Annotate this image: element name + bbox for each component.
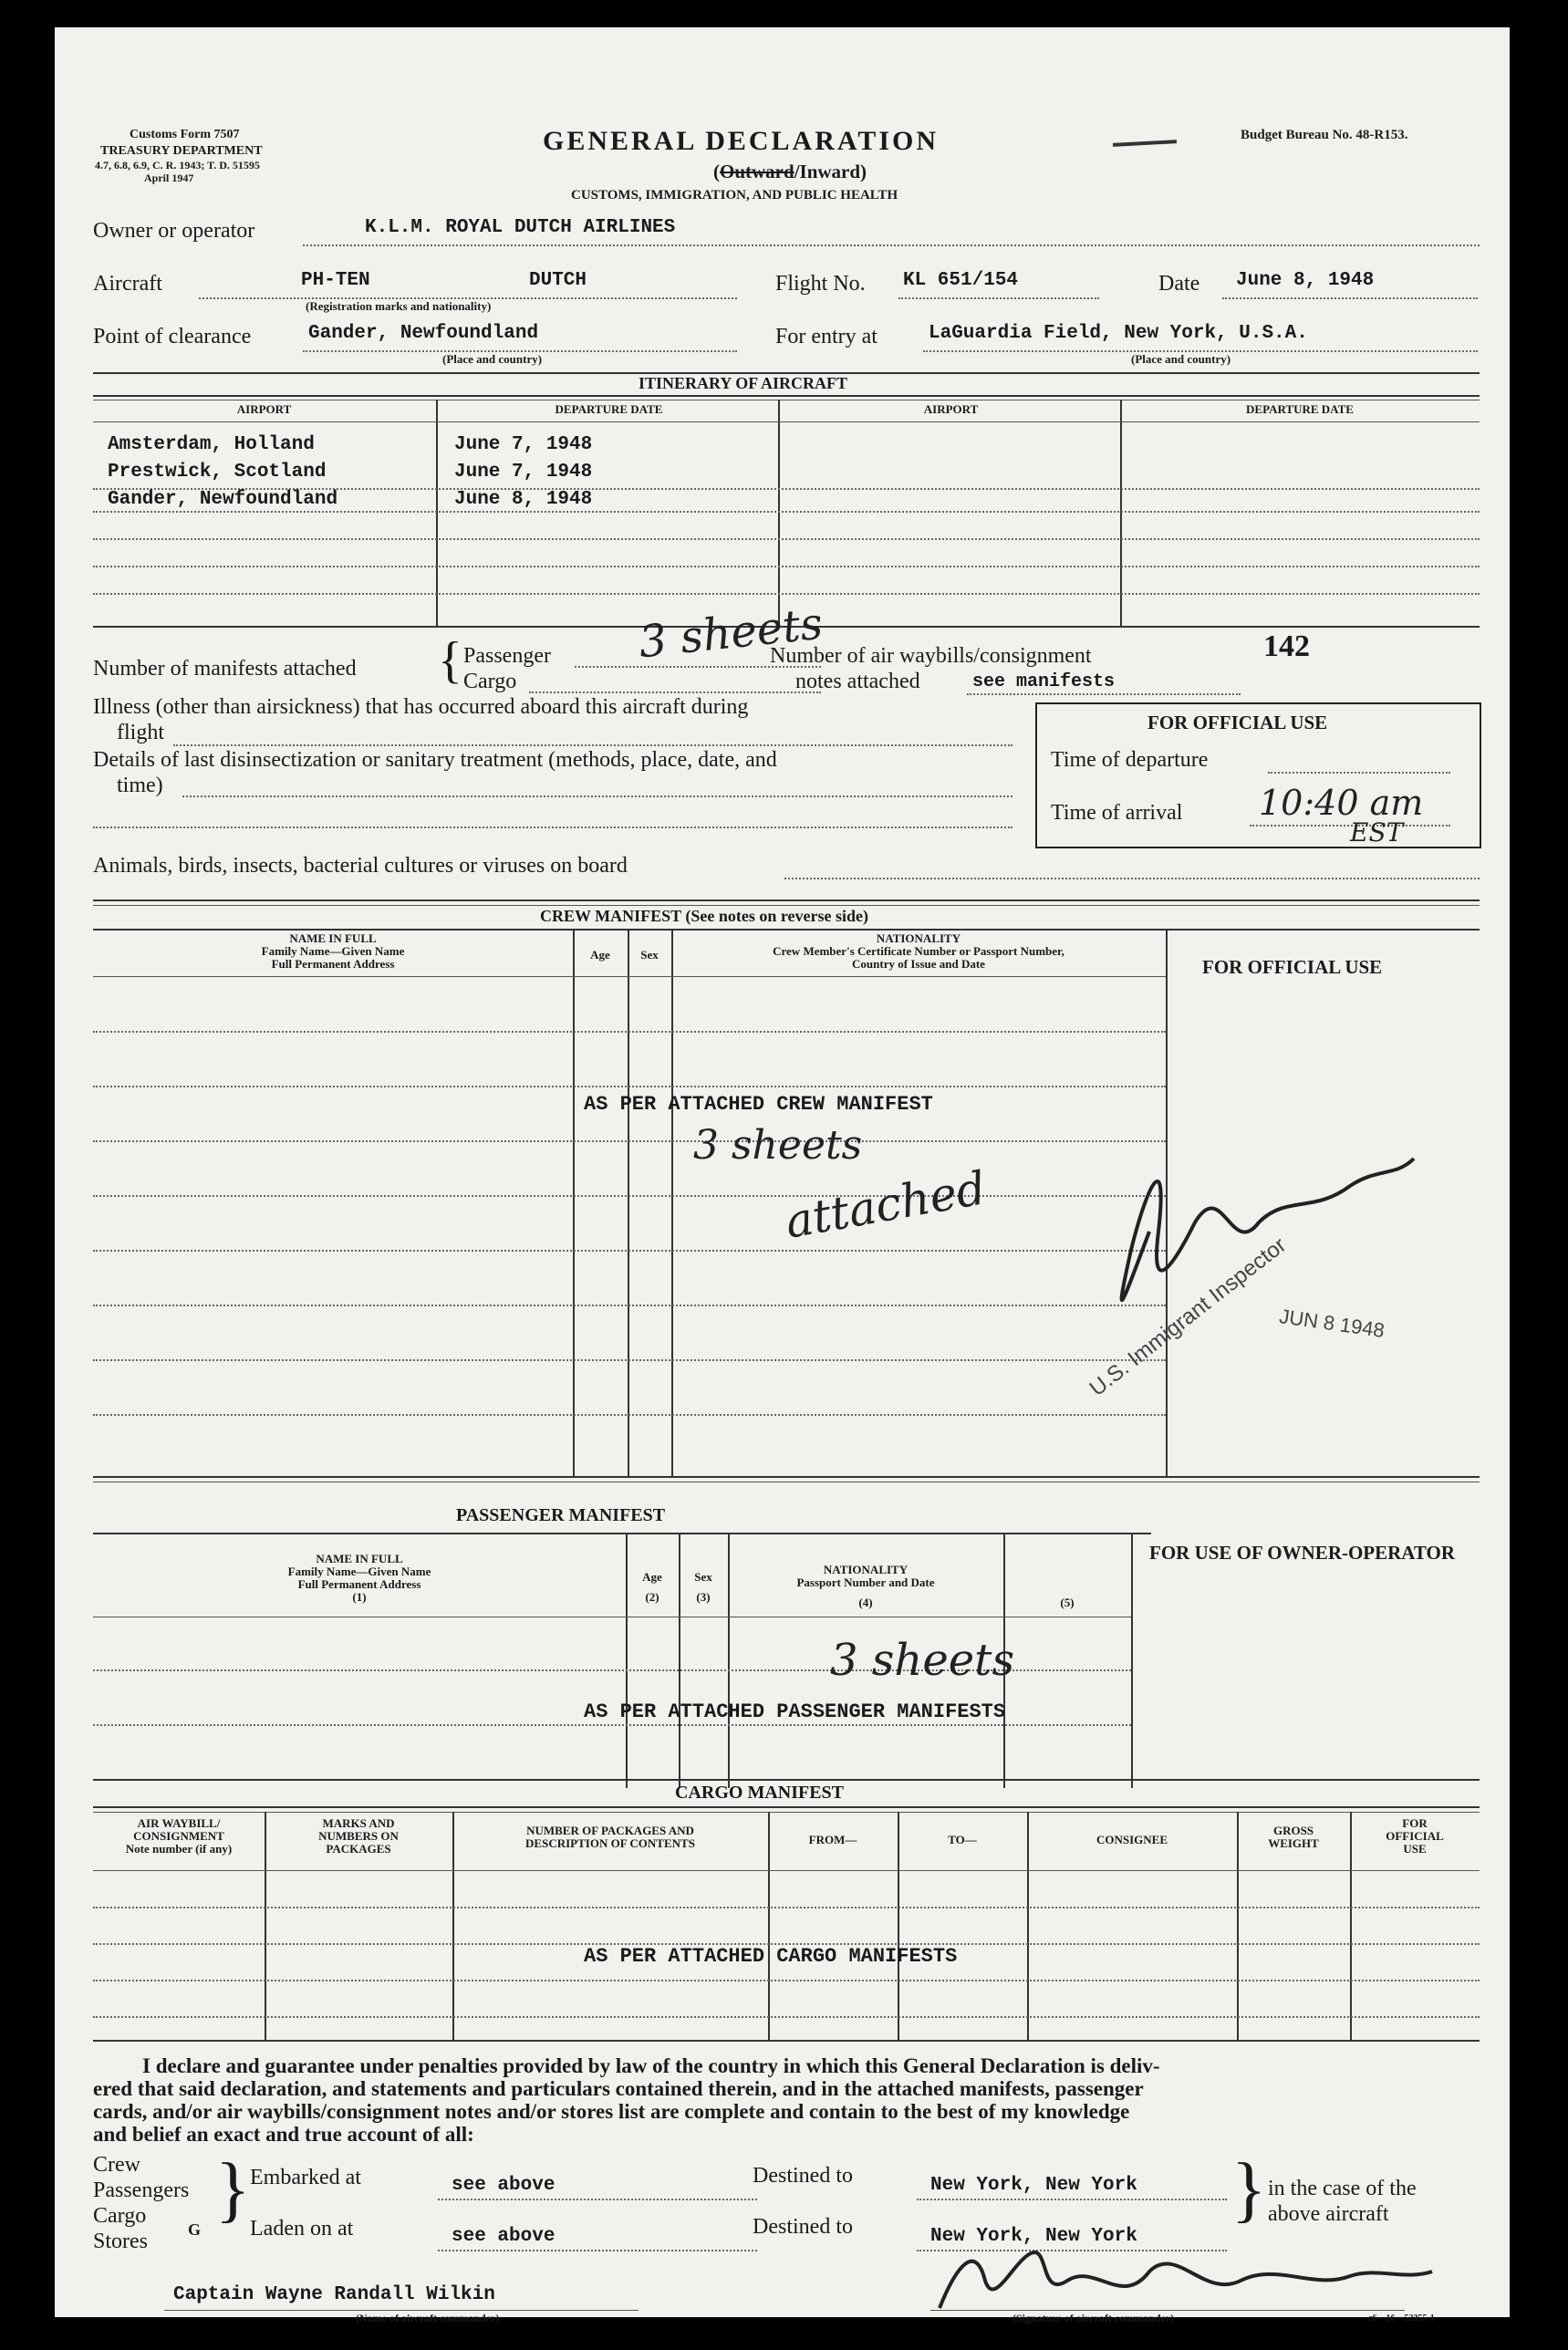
brace-3: } (1231, 2149, 1267, 2230)
arrival-label: Time of arrival (1051, 801, 1183, 825)
date-value: June 8, 1948 (1236, 270, 1375, 291)
inspector-signature (1095, 1122, 1423, 1332)
signature-note: (Signature of aircraft commander) (1012, 2312, 1175, 2324)
cargo-col-waybill: AIR WAYBILL/ CONSIGNMENT Note number (if any) (125, 1816, 233, 1856)
passenger-label: Passenger (463, 644, 551, 668)
itinerary-airport-3: Gander, Newfoundland (108, 489, 338, 510)
cargo-col-packages: NUMBER OF PACKAGES AND DESCRIPTION OF CONTENTS (525, 1824, 695, 1850)
regulations: 4.7, 6.8, 6.9, C. R. 1943; T. D. 51595 (95, 159, 260, 172)
ink-mark (1113, 140, 1177, 147)
flight-label: Flight No. (775, 272, 866, 296)
case-label-2: above aircraft (1268, 2202, 1389, 2226)
entry-label: For entry at (775, 325, 877, 348)
inspector-date: JUN 8 1948 (1277, 1305, 1386, 1342)
pax-col-nationality: NATIONALITY Passport Number and Date (4) (796, 1563, 935, 1609)
commander-signature (930, 2226, 1441, 2317)
waybills-label-2: notes attached (795, 670, 920, 693)
inspector-stamp: U.S. Immigrant Inspector (1085, 1232, 1292, 1401)
owner-value: K.L.M. ROYAL DUTCH AIRLINES (365, 217, 676, 238)
destined-label-1: Destined to (753, 2164, 853, 2188)
aircraft-registration: PH-TEN (301, 270, 370, 291)
laden-value: see above (452, 2226, 556, 2247)
owner-label: Owner or operator (93, 219, 255, 243)
declaration-line-3: cards, and/or air waybills/consignment notes and/or stores list are complete and contain to the best of my knowledge (93, 2100, 1130, 2123)
manifests-handwritten: 3 sheets (636, 598, 826, 669)
destined-label-2: Destined to (753, 2215, 853, 2239)
department: TREASURY DEPARTMENT (100, 144, 263, 158)
aircraft-nationality: DUTCH (529, 270, 587, 291)
cargo-col-official: FOR OFFICIAL USE (1386, 1816, 1444, 1856)
pax-col-name: NAME IN FULL Family Name—Given Name Full Permanent Address (1) (287, 1552, 431, 1604)
manifests-label: Number of manifests attached (93, 657, 357, 681)
stores-mark: G (188, 2220, 202, 2239)
subline: CUSTOMS, IMMIGRATION, AND PUBLIC HEALTH (571, 188, 898, 203)
cargo-title: CARGO MANIFEST (675, 1783, 845, 1803)
cargo-col-gross: GROSS WEIGHT (1268, 1824, 1319, 1850)
itinerary-airport-1: Amsterdam, Holland (108, 434, 315, 455)
form-date: April 1947 (144, 172, 194, 184)
arrival-handwritten-tz: EST (1350, 817, 1404, 847)
cargo-col-marks: MARKS AND NUMBERS ON PACKAGES (318, 1816, 399, 1856)
subtitle: (Outward/Inward) (713, 161, 867, 182)
embarked-label: Embarked at (250, 2166, 361, 2189)
label-stores: Stores (93, 2230, 148, 2253)
form-sheet (55, 27, 1510, 2324)
cargo-col-to: TO— (948, 1833, 977, 1846)
crew-col-age: Age (590, 948, 610, 962)
label-cargo: Cargo (93, 2204, 147, 2228)
aircraft-note: (Registration marks and nationality) (306, 299, 492, 313)
destined-value-1: New York, New York (930, 2175, 1137, 2196)
itinerary-date-3: June 8, 1948 (454, 489, 593, 510)
brace: { (438, 632, 462, 689)
pax-stamp: AS PER ATTACHED PASSENGER MANIFESTS (584, 1700, 1006, 1723)
date-label: Date (1158, 272, 1200, 296)
waybills-stamp: 142 (1263, 629, 1310, 663)
cargo-col-consignee: CONSIGNEE (1096, 1833, 1168, 1846)
itinerary-header-airport: AIRPORT (236, 402, 292, 416)
embarked-value: see above (452, 2175, 556, 2196)
pax-col-age: Age (2) (642, 1570, 662, 1604)
case-label-1: in the case of the (1268, 2177, 1417, 2200)
clearance-label: Point of clearance (93, 325, 252, 348)
disinsect-label: Details of last disinsectization or sanitary treatment (methods, place, date, and (93, 748, 777, 772)
owner-operator-use: FOR USE OF OWNER-OPERATOR (1149, 1542, 1456, 1564)
clearance-value: Gander, Newfoundland (308, 323, 539, 344)
label-passengers: Passengers (93, 2178, 190, 2202)
laden-label: Laden on at (250, 2217, 354, 2241)
illness-label-2: flight (117, 721, 164, 744)
declaration-line-4: and belief an exact and true account of all: (93, 2123, 474, 2146)
departure-label: Time of departure (1051, 748, 1209, 772)
entry-value: LaGuardia Field, New York, U.S.A. (929, 323, 1308, 344)
passenger-title: PASSENGER MANIFEST (456, 1505, 666, 1525)
itinerary-header-date-2: DEPARTURE DATE (1246, 402, 1354, 416)
crew-col-name: NAME IN FULL Family Name—Given Name Full Permanent Address (261, 931, 405, 971)
illness-label: Illness (other than airsickness) that has occurred aboard this aircraft during (93, 695, 749, 719)
waybills-value: see manifests (972, 671, 1116, 692)
declaration-line-1: I declare and guarantee under penalties provided by law of the country in which this General Declaration is deliv- (142, 2054, 1160, 2077)
crew-title: CREW MANIFEST (See notes on reverse side) (540, 907, 868, 925)
itinerary-title: ITINERARY OF AIRCRAFT (639, 374, 848, 392)
captain-note: (Name of aircraft commander) (356, 2312, 500, 2324)
label-crew: Crew (93, 2153, 140, 2177)
pax-col-sex: Sex (3) (694, 1570, 712, 1604)
form-number: Customs Form 7507 (130, 128, 240, 141)
crew-stamp: AS PER ATTACHED CREW MANIFEST (584, 1093, 933, 1116)
itinerary-header-date: DEPARTURE DATE (555, 402, 663, 416)
brace-2: } (215, 2149, 251, 2230)
pax-handwritten: 3 sheets (830, 1635, 1015, 1686)
entry-note: (Place and country) (1131, 352, 1231, 366)
crew-col-sex: Sex (640, 948, 659, 962)
itinerary-header-airport-2: AIRPORT (923, 402, 979, 416)
captain-name: Captain Wayne Randall Wilkin (173, 2284, 495, 2305)
aircraft-label: Aircraft (93, 272, 162, 296)
waybills-label-1: Number of air waybills/consignment (770, 644, 1092, 668)
cargo-col-from: FROM— (808, 1833, 857, 1846)
declaration-line-2: ered that said declaration, and statements and particulars contained therein, and in the attached manifests, passenger (93, 2077, 1144, 2100)
crew-col-nationality: NATIONALITY Crew Member's Certificate Number or Passport Number, Country of Issue and Date (773, 931, 1064, 971)
crew-handwritten-2: attached (781, 1161, 990, 1249)
crew-handwritten-1: 3 sheets (693, 1122, 863, 1169)
itinerary-date-2: June 7, 1948 (454, 462, 593, 483)
cargo-stamp: AS PER ATTACHED CARGO MANIFESTS (584, 1945, 958, 1968)
print-code: c6—16—52355-1 (1368, 2314, 1435, 2324)
page-title: GENERAL DECLARATION (543, 126, 940, 156)
animals-label: Animals, birds, insects, bacterial cultures or viruses on board (93, 854, 628, 878)
clearance-note: (Place and country) (442, 352, 543, 366)
crew-official-use: FOR OFFICIAL USE (1202, 956, 1383, 978)
budget-number: Budget Bureau No. 48-R153. (1241, 128, 1408, 142)
cargo-label: Cargo (463, 670, 517, 693)
flight-value: KL 651/154 (903, 270, 1019, 291)
disinsect-label-2: time) (117, 774, 163, 797)
itinerary-airport-2: Prestwick, Scotland (108, 462, 327, 483)
arrival-handwritten: 10:40 am (1259, 783, 1424, 823)
itinerary-date-1: June 7, 1948 (454, 434, 593, 455)
official-use-title: FOR OFFICIAL USE (1147, 712, 1328, 733)
destined-value-2: New York, New York (930, 2226, 1137, 2247)
pax-col-5: (5) (1060, 1596, 1075, 1609)
